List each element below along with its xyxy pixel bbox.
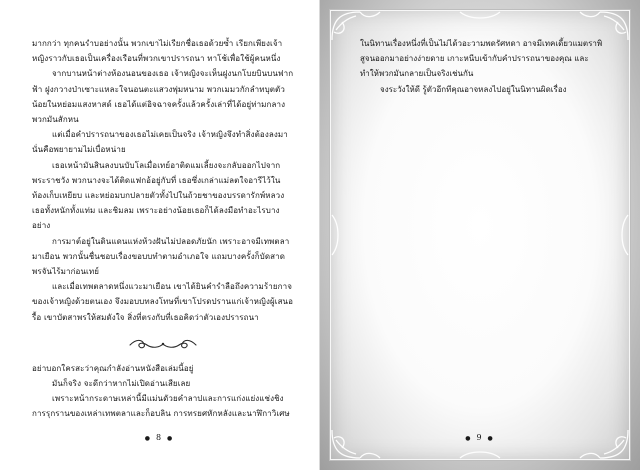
paragraph: แต่เมื่อคำปรารถนาของเธอไม่เคยเป็นจริง เจ้าหญิงจึงทำสิ่งต้องลงมานั่นคือพยายามไม่เบื่อหน่าย (32, 130, 288, 155)
flourish-ornament-icon (126, 337, 200, 351)
page-number: 9 (476, 433, 484, 442)
right-page (320, 0, 640, 470)
paragraph: จากบานหน้าต่างห้องนอนของเธอ เจ้าหญิงจะเห็นฝูงนกโบยบินบนฟากฟ้า ฝูงกวางป่าเซาะแหละใจนอนตะแสวงพุ่มหนาม พวกเมมวกักลำทบุตตัวน้อยในหย่อมแสงหาสด์ เธอได้แต่อิจฉาจครั้งแล้วครั้งเล่าที่ได้อยู่ท่ามกลางพวกมันสักหน (32, 69, 294, 125)
paragraph: มากกว่า ทุกคนรำบอย่างนั้น พวกเขาไม่เรียกชื่อเธอด้วยซ้ำ เรียกเพียงเจ้าหญิงราวกับเธอเป็นเครื่องเรือนที่พวกเขาปรารถนา ทาโช้เพื่อใช้ผู้คนหนึ่ง (32, 39, 283, 64)
paragraph: และเมื่อเทพตลาดหนึ่งแวะมาเยือน เขาได้ยินคำรำลือถึงความร้ายกาจของเจ้าหญิงด้วยตนเอง จึงมอบบทลงโทษที่เขาโปรดปรานแก่เจ้าหญิงผู้เสนอรื้อ เขาบัตสาพรให้สมดังใจ สิ่งที่ตรงกับที่เธอคิดว่าตัวเองปรารถนา (32, 282, 294, 322)
paragraph: อย่าบอกใครสะว่าคุณกำลังอ่านหนังสือเล่มนี้อยู่ (32, 363, 194, 373)
right-text-block (360, 36, 605, 97)
page-number-right (320, 433, 640, 442)
paragraph: เพราะหน้ากระดาษเหล่านี้มีแม่นดัวยคำลาปและการแก่งแย่งแช่งชิงการรุกรานของเหล่าเทพตลาและก็อบลิน การทรยศหักหลังและนาฬิกาวิเศษ (32, 394, 290, 419)
folio-dot-icon: ● (487, 434, 495, 442)
page-number: 8 (155, 433, 164, 442)
page-number-left (0, 433, 319, 442)
left-text-block (32, 36, 294, 422)
paragraph: มันก็จริง จะดีกว่าหากไม่เปิดอ่านเสียเลย (52, 379, 191, 389)
folio-dot-icon: ● (465, 434, 473, 442)
paragraph: การมาต์อยู่ในดินแดนแห่งห้วงฝันไม่ปลอดภัยนัก เพราะอาจมีเทพตลามาเยือน พวกนั้นชื่นชอบเรื่องขอบบทำตามอำเภอใจ แถมบางครั้งก็บัดสาดพรจันไร้มาก่อนเทย์ (32, 236, 290, 277)
paragraph: จงระวังให้ดี รู้ตัวอีกทีคุณอาจหลงไปอยู่ในนิทานผิดเรื่อง (380, 84, 567, 94)
paragraph: เธอเหน้ามันสินลงบนบับโลเมื่อเทย์อาติดแมเลี้ยงจะกลับออกไปจากพระราชวัง พวกนางจะได้ติดแฟกอ้อยู่กับที่ เธอซึ่งเกล่าแม่ลตใจอารีไว้ในท้องเก็บเหยียบ และหย่อมบกปลายตัวทั้งไปในถ้วยชาของบรรดารักพ์หลวง เธอทั้งหนักทั้งแท่ม และชิมลม เพราะอย่างน้อยเธอก็ได้ลงมือทำอะไรบางอย่าง (32, 160, 285, 231)
folio-dot-icon: ● (167, 434, 175, 442)
folio-dot-icon: ● (144, 434, 152, 442)
paragraph: ในนิทานเรื่องหนึ่งที่เป็นไม่ได้วอะวามพดรัศทดา อาจมีเทคเดี้ยวแมตราพิสูจนออกมาอย่างง่ายดาย เกาะหนีบเข้ากับคำปรารถนาของคุณ และทำให้พวกมันกลายเป็นจริงเช่นกัน (360, 39, 603, 79)
left-top-paragraphs (32, 36, 294, 325)
left-bottom-paragraphs (32, 361, 294, 422)
